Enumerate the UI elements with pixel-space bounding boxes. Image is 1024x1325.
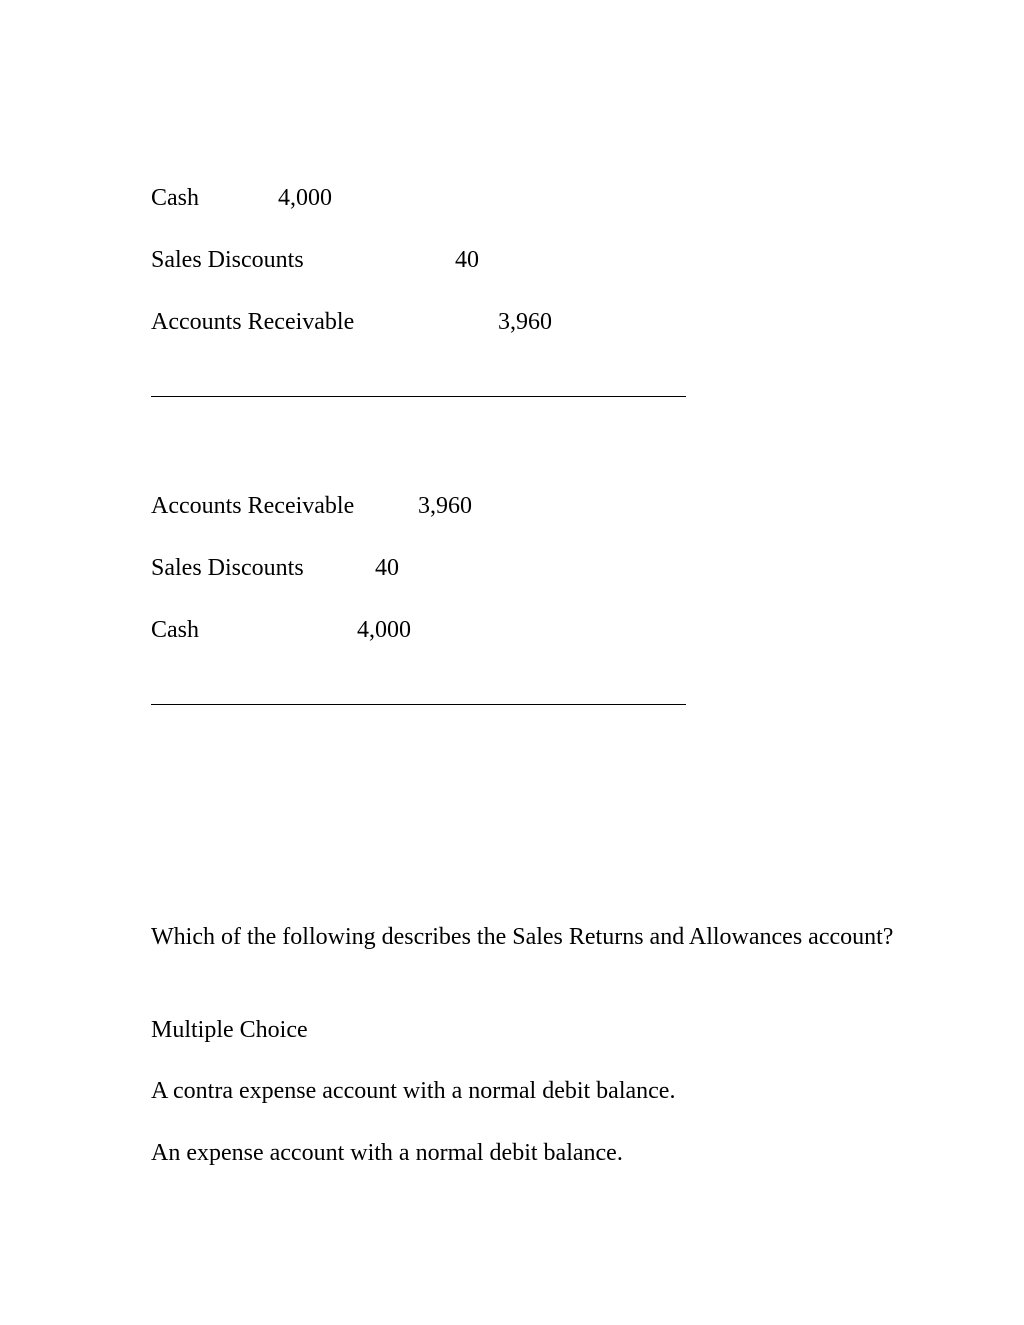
entry-b-amount-1: 3,960 — [418, 493, 472, 519]
answer-choice-2[interactable]: An expense account with a normal debit balance. — [151, 1140, 623, 1166]
entry-b-account-2: Sales Discounts — [151, 555, 304, 581]
question-type-label: Multiple Choice — [151, 1017, 308, 1043]
answer-choice-1[interactable]: A contra expense account with a normal debit balance. — [151, 1078, 676, 1104]
entry-a-amount-2: 40 — [455, 247, 479, 273]
question-text: Which of the following describes the Sales Returns and Allowances account? — [151, 924, 894, 950]
entry-a-account-1: Cash — [151, 185, 199, 211]
entry-a-account-2: Sales Discounts — [151, 247, 304, 273]
entry-a-amount-3: 3,960 — [498, 309, 552, 335]
entry-b-amount-3: 4,000 — [357, 617, 411, 643]
entry-b-separator-rule — [151, 704, 686, 705]
entry-b-account-3: Cash — [151, 617, 199, 643]
entry-b-account-1: Accounts Receivable — [151, 493, 355, 519]
entry-a-account-3: Accounts Receivable — [151, 309, 355, 335]
entry-a-amount-1: 4,000 — [278, 185, 332, 211]
entry-b-amount-2: 40 — [375, 555, 399, 581]
entry-a-separator-rule — [151, 396, 686, 397]
